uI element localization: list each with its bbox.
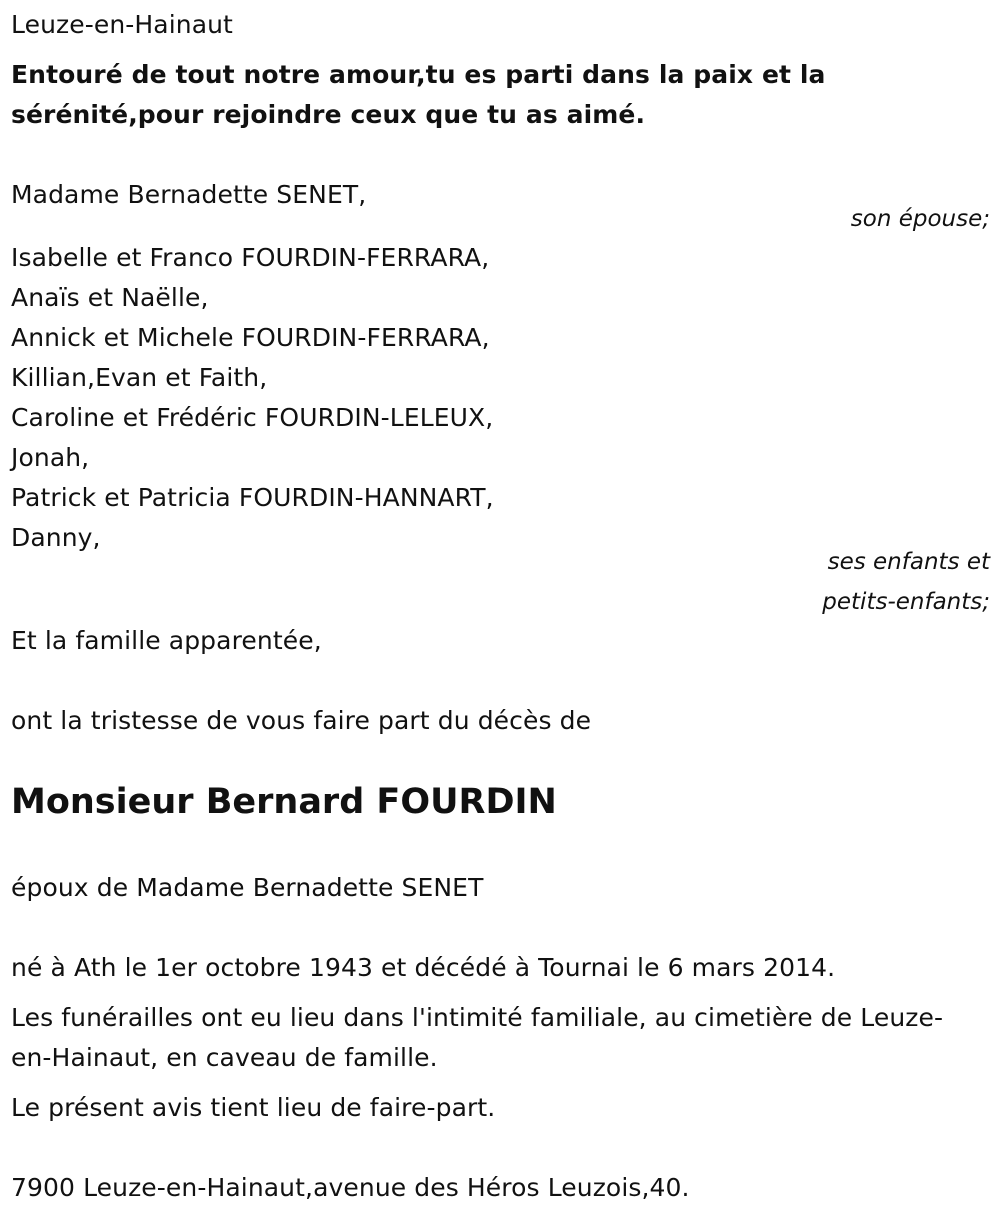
family-member: Anaïs et Naëlle, xyxy=(11,283,209,312)
family-member: Patrick et Patricia FOURDIN-HANNART, xyxy=(11,483,494,512)
extended-family: Et la famille apparentée, xyxy=(11,626,322,655)
family-member: Jonah, xyxy=(11,443,90,472)
spouse-name: Madame Bernadette SENET, xyxy=(11,180,367,209)
family-member: Killian,Evan et Faith, xyxy=(11,363,268,392)
family-member: Danny, xyxy=(11,523,101,552)
spouse-of-text: époux de Madame Bernadette SENET xyxy=(11,873,484,902)
spouse-relation: son épouse; xyxy=(850,206,990,232)
funeral-line-2: en-Hainaut, en caveau de famille. xyxy=(11,1043,438,1072)
notice-text: Le présent avis tient lieu de faire-part. xyxy=(11,1093,496,1122)
deceased-name: Monsieur Bernard FOURDIN xyxy=(11,782,557,822)
birth-death-text: né à Ath le 1er octobre 1943 et décédé à Tournai le 6 mars 2014. xyxy=(11,953,836,982)
family-relation-line-1: ses enfants et xyxy=(827,549,990,575)
family-member: Caroline et Frédéric FOURDIN-LELEUX, xyxy=(11,403,494,432)
epitaph-line-2: sérénité,pour rejoindre ceux que tu as aimé. xyxy=(11,100,646,129)
funeral-line-1: Les funérailles ont eu lieu dans l'intimité familiale, au cimetière de Leuze- xyxy=(11,1003,944,1032)
family-relation-line-2: petits-enfants; xyxy=(822,589,990,615)
family-member: Isabelle et Franco FOURDIN-FERRARA, xyxy=(11,243,490,272)
announcement-text: ont la tristesse de vous faire part du décès de xyxy=(11,706,592,735)
epitaph-line-1: Entouré de tout notre amour,tu es parti dans la paix et la xyxy=(11,60,826,89)
location-header: Leuze-en-Hainaut xyxy=(11,10,233,39)
address-text: 7900 Leuze-en-Hainaut,avenue des Héros Leuzois,40. xyxy=(11,1173,690,1202)
family-member: Annick et Michele FOURDIN-FERRARA, xyxy=(11,323,490,352)
